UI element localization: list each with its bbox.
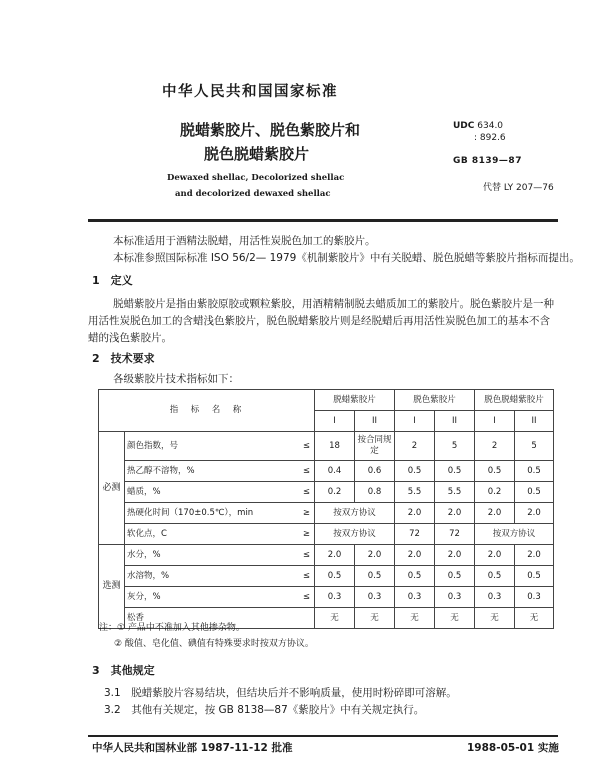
item-name: 热硬化时间（170±0.5℃），min (125, 503, 289, 524)
title-en-line2: and decolorized dewaxed shellac (175, 189, 331, 199)
value-cell: 无 (475, 608, 515, 629)
value-cell: 0.5 (515, 461, 554, 482)
value-cell: 0.3 (355, 587, 395, 608)
value-cell: 0.6 (355, 461, 395, 482)
value-cell: 2.0 (395, 503, 435, 524)
value-cell: 5.5 (435, 482, 475, 503)
value-cell: 按双方协议 (315, 524, 395, 545)
approval-statement: 中华人民共和国林业部 1987-11-12 批准 (92, 742, 293, 754)
table-note-2: ② 酸值、皂化值、碘值有特殊要求时按双方协议。 (114, 639, 314, 649)
value-cell: 2.0 (355, 545, 395, 566)
value-cell: 无 (395, 608, 435, 629)
title-cn-line1: 脱蜡紫胶片、脱色紫胶片和 (180, 121, 361, 139)
grade-label: II (355, 411, 395, 432)
item-name: 水分，% (125, 545, 289, 566)
comparison-symbol: ≤ (289, 461, 315, 482)
comparison-symbol: ≤ (289, 545, 315, 566)
value-cell: 0.3 (395, 587, 435, 608)
comparison-symbol (289, 608, 315, 629)
title-cn-line2: 脱色脱蜡紫胶片 (204, 145, 310, 163)
section-1-heading: 1 定义 (92, 274, 133, 287)
header-product-decolorized-dewaxed: 脱色脱蜡紫胶片 (475, 390, 554, 411)
value-cell: 无 (515, 608, 554, 629)
value-cell: 无 (355, 608, 395, 629)
value-cell: 0.5 (395, 566, 435, 587)
value-cell: 0.8 (355, 482, 395, 503)
value-cell: 5.5 (395, 482, 435, 503)
value-cell: 无 (435, 608, 475, 629)
table-row (99, 524, 554, 545)
title-en-line1: Dewaxed shellac, Decolorized shellac (167, 173, 345, 183)
value-cell: 0.2 (315, 482, 355, 503)
value-cell: 0.5 (475, 566, 515, 587)
comparison-symbol: ≥ (289, 503, 315, 524)
group-optional: 选测 (99, 545, 125, 629)
value-cell: 72 (395, 524, 435, 545)
standard-organization: 中华人民共和国国家标准 (162, 84, 338, 100)
item-name: 灰分，% (125, 587, 289, 608)
footer-divider (88, 735, 558, 737)
value-cell: 0.5 (435, 461, 475, 482)
spec-table (98, 389, 554, 629)
section-3-item-2: 3.2 其他有关规定，按 GB 8138—87《紫胶片》中有关规定执行。 (104, 704, 425, 716)
comparison-symbol: ≤ (289, 566, 315, 587)
item-name: 热乙醇不溶物，% (125, 461, 289, 482)
grade-label: I (315, 411, 355, 432)
value-cell: 5 (515, 432, 554, 461)
section-2-heading: 2 技术要求 (92, 352, 155, 365)
table-row (99, 545, 554, 566)
value-cell: 0.3 (315, 587, 355, 608)
value-cell: 0.5 (315, 566, 355, 587)
value-cell: 按双方协议 (315, 503, 395, 524)
value-cell: 0.5 (515, 566, 554, 587)
value-cell: 72 (435, 524, 475, 545)
item-name: 蜡质，% (125, 482, 289, 503)
value-cell: 0.4 (315, 461, 355, 482)
value-cell: 0.5 (355, 566, 395, 587)
item-name: 颜色指数，号 (125, 432, 289, 461)
value-cell: 按合同规定 (355, 432, 395, 461)
section-3-heading: 3 其他规定 (92, 664, 155, 677)
table-row (99, 587, 554, 608)
header-divider (88, 219, 558, 222)
value-cell: 0.3 (515, 587, 554, 608)
value-cell: 2.0 (435, 503, 475, 524)
comparison-symbol: ≤ (289, 587, 315, 608)
value-cell: 无 (315, 608, 355, 629)
grade-label: II (515, 411, 554, 432)
value-cell: 18 (315, 432, 355, 461)
value-cell: 2.0 (515, 545, 554, 566)
grade-label: I (395, 411, 435, 432)
udc-code (453, 120, 503, 132)
udc-label: UDC (453, 121, 475, 131)
replaces-standard: 代替 LY 207—76 (483, 183, 554, 193)
comparison-symbol: ≤ (289, 482, 315, 503)
value-cell: 0.5 (395, 461, 435, 482)
section-2-lead: 各级紫胶片技术指标如下： (113, 373, 239, 385)
grade-label: II (435, 411, 475, 432)
value-cell: 0.5 (435, 566, 475, 587)
section-3-item-1: 3.1 脱蜡紫胶片容易结块，但结块后并不影响质量，使用时粉碎即可溶解。 (104, 687, 457, 699)
value-cell: 2.0 (475, 503, 515, 524)
table-row (99, 503, 554, 524)
gb-code: GB 8139—87 (453, 156, 522, 166)
item-name: 软化点，C (125, 524, 289, 545)
value-cell: 2.0 (395, 545, 435, 566)
comparison-symbol: ≤ (289, 432, 315, 461)
intro-paragraph-1: 本标准适用于酒精法脱蜡，用活性炭脱色加工的紫胶片。 (113, 235, 376, 247)
table-header-row (99, 390, 554, 411)
value-cell: 5 (435, 432, 475, 461)
intro-paragraph-2: 本标准参照国际标准 ISO 56/2— 1979《机制紫胶片》中有关脱蜡、脱色脱蜡等紫胶片指标而提出。 (113, 252, 580, 264)
table-row (99, 566, 554, 587)
value-cell: 2.0 (315, 545, 355, 566)
table-note-1: 注：① 产品中不准加入其他掺杂物。 (99, 623, 245, 633)
group-required: 必测 (99, 432, 125, 545)
header-item-name: 指 标 名 称 (99, 390, 315, 432)
item-name: 松香 (125, 608, 289, 629)
implementation-date: 1988-05-01 实施 (467, 742, 559, 754)
value-cell: 0.3 (475, 587, 515, 608)
value-cell: 0.2 (475, 482, 515, 503)
value-cell: 按双方协议 (475, 524, 554, 545)
udc-line1: 634.0 (477, 121, 504, 131)
value-cell: 2 (475, 432, 515, 461)
section-1-text: 脱蜡紫胶片是指由紫胶原胶或颗粒紫胶，用酒精精制脱去蜡质加工的紫胶片。脱色紫胶片是一种用活性炭脱色加工的含蜡浅色紫胶片，脱色脱蜡紫胶片则是经脱蜡后再用活性炭脱色加工的基本不含蜡的浅色紫胶片。 (88, 298, 554, 344)
value-cell: 2.0 (475, 545, 515, 566)
grade-label: I (475, 411, 515, 432)
header-product-dewaxed: 脱蜡紫胶片 (315, 390, 395, 411)
table-row (99, 432, 554, 461)
comparison-symbol: ≥ (289, 524, 315, 545)
value-cell: 0.5 (475, 461, 515, 482)
value-cell: 0.3 (435, 587, 475, 608)
value-cell: 2 (395, 432, 435, 461)
value-cell: 2.0 (515, 503, 554, 524)
table-row (99, 482, 554, 503)
udc-line2: : 892.6 (474, 133, 506, 143)
value-cell: 2.0 (435, 545, 475, 566)
header-product-decolorized: 脱色紫胶片 (395, 390, 475, 411)
item-name: 水溶物，% (125, 566, 289, 587)
table-row (99, 461, 554, 482)
value-cell: 0.5 (515, 482, 554, 503)
